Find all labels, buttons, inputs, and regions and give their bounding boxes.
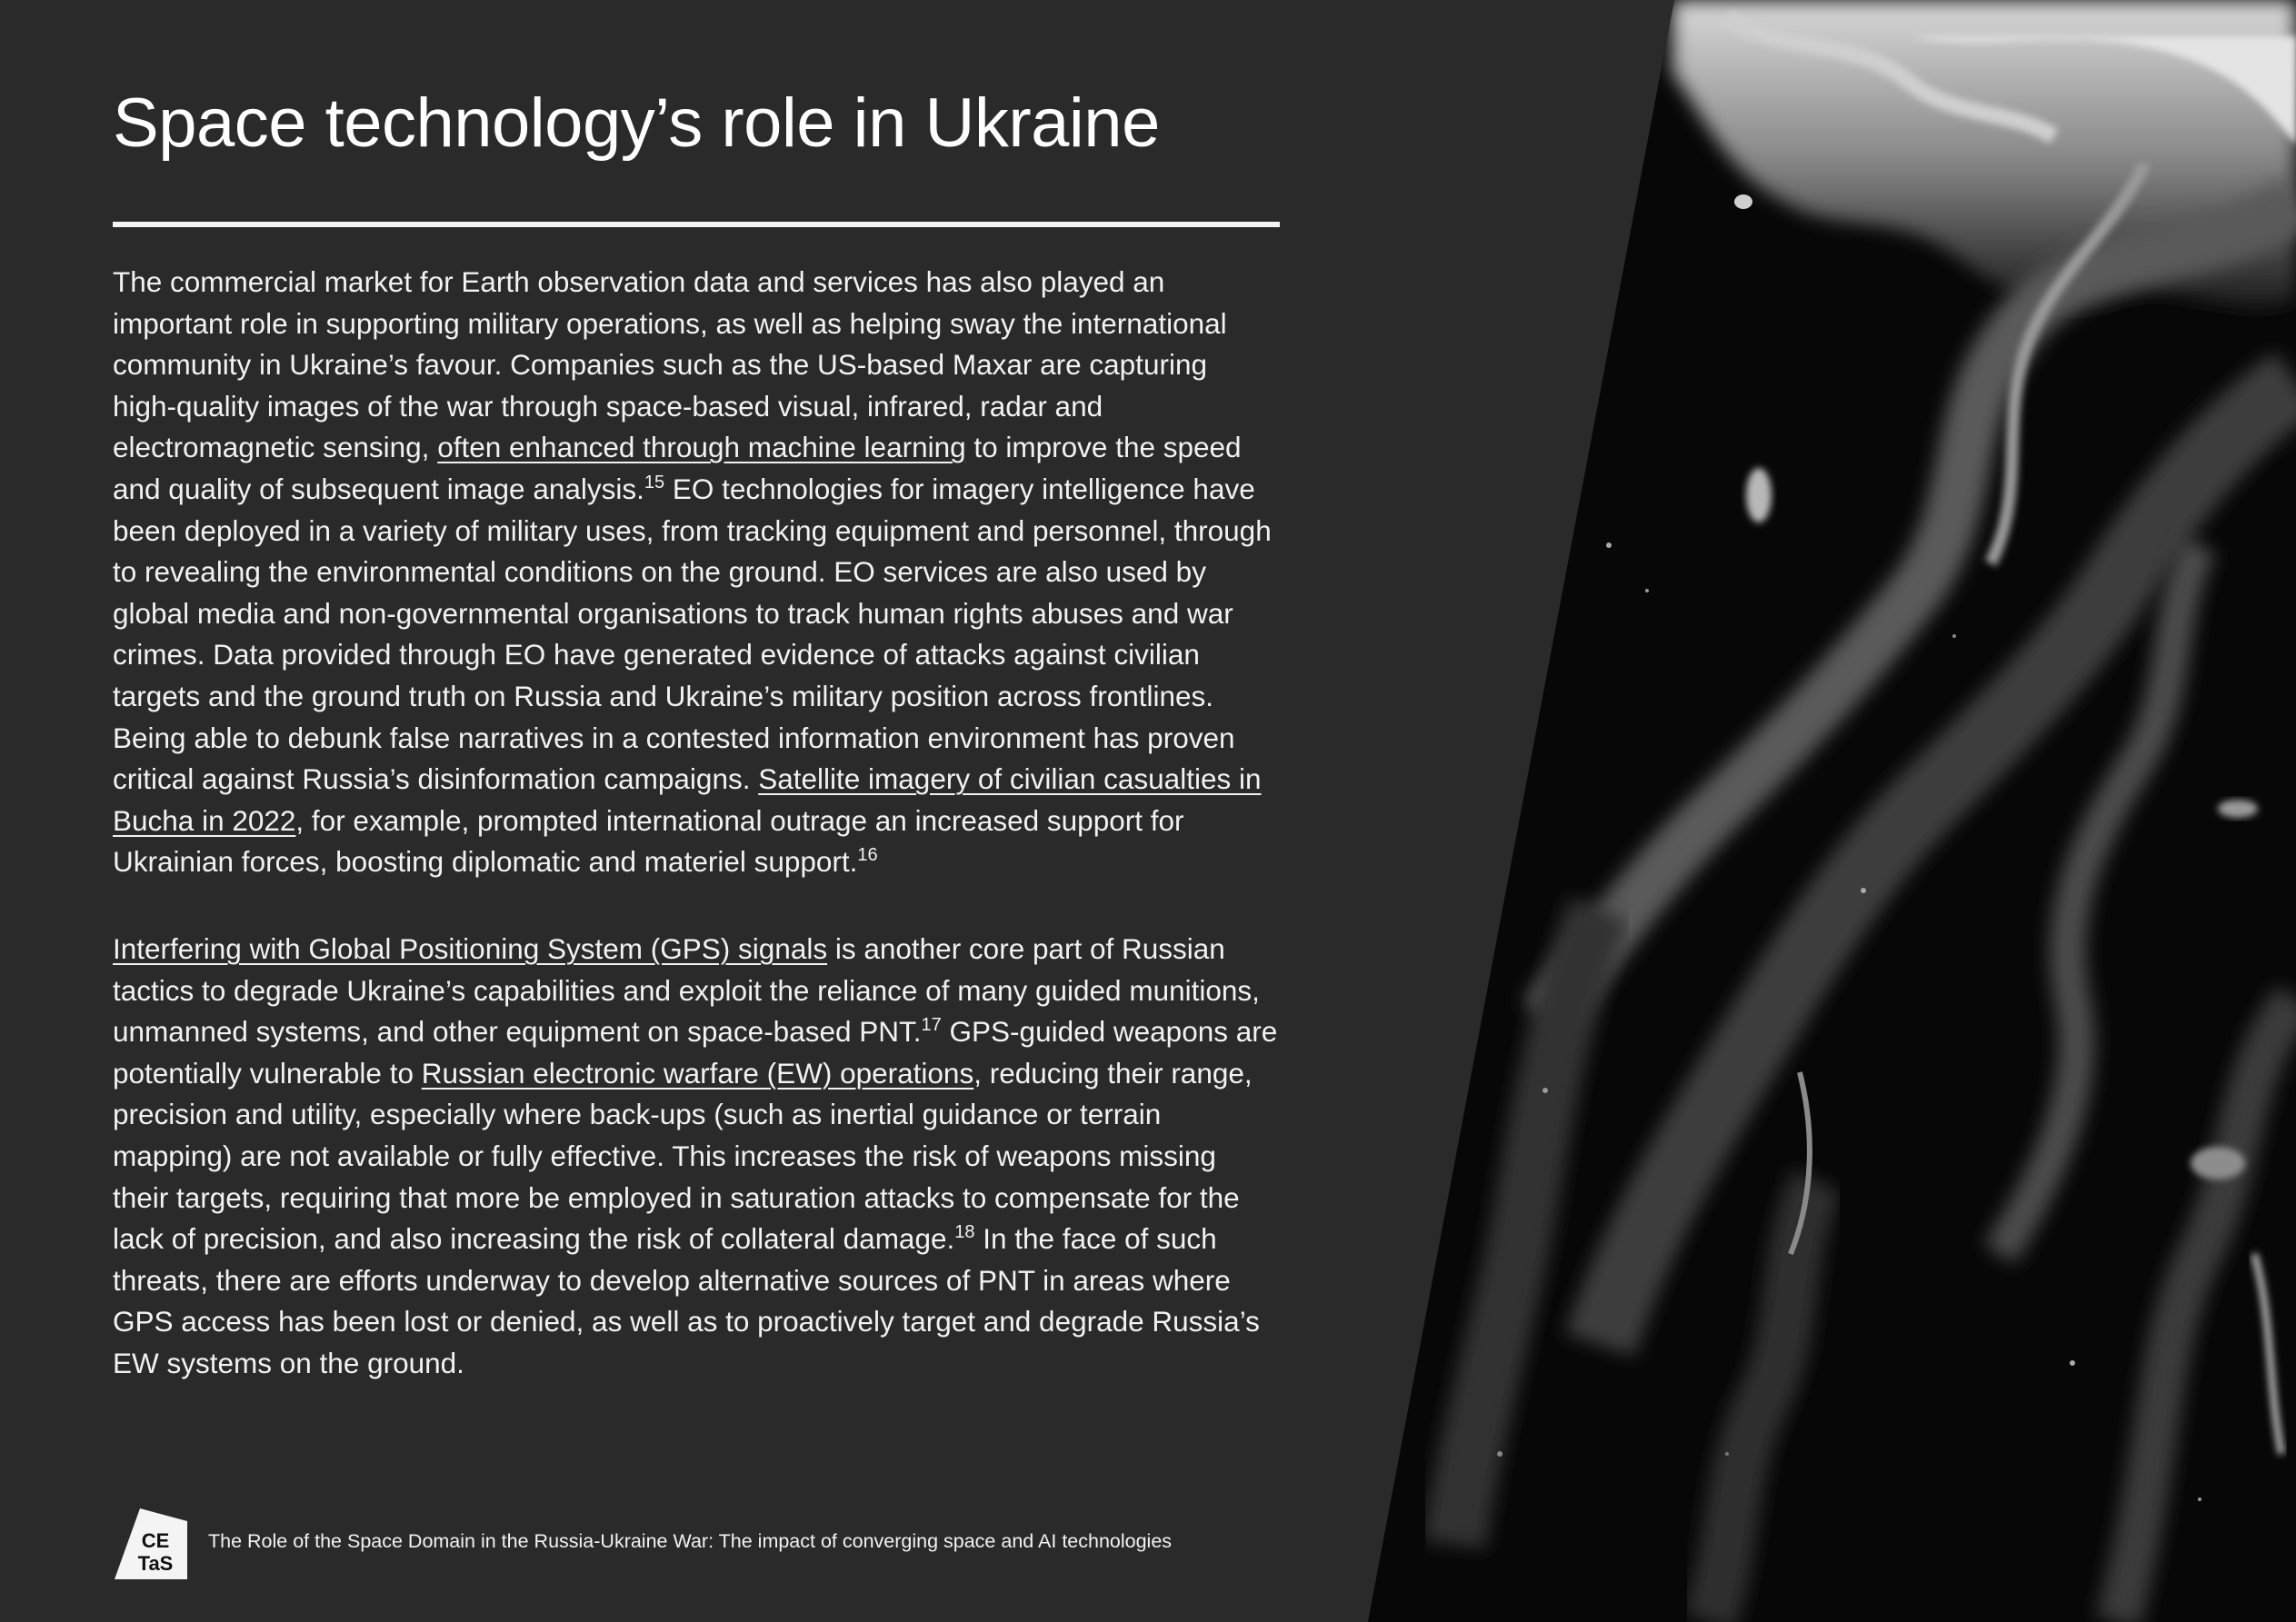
link-gps-interference[interactable]: Interfering with Global Positioning System (GPS) signals <box>113 932 828 965</box>
article-body <box>113 262 1403 1385</box>
footnote-15[interactable]: 15 <box>644 472 665 493</box>
link-russian-ew-operations[interactable]: Russian electronic warfare (EW) operations <box>421 1056 974 1090</box>
footnote-17[interactable]: 17 <box>921 1015 942 1036</box>
title-underline <box>113 222 1280 227</box>
svg-text:TaS: TaS <box>137 1552 174 1575</box>
text-segment: is another core part of Russian tactics to degrade Ukraine’s capabilities and exploit the reliance of many guided munitions, unmanned systems, and other equipment on space-based PNT. <box>113 932 1260 1049</box>
link-bucha-satellite-imagery[interactable]: Satellite imagery of civilian casualties in Bucha in 2022 <box>113 762 1262 837</box>
paragraph-earth-observation <box>113 262 1403 883</box>
link-machine-learning[interactable]: often enhanced through machine learning <box>437 431 966 464</box>
text-segment: EO technologies for imagery intelligence have been deployed in a variety of military uses, from tracking equipment and personnel, through to revealing the environmental conditions on the ground. EO services are also used by global media and non-governmental organisations to track human rights abuses and war crimes. Data provided through EO have generated evidence of attacks against civilian targets and the ground truth on Russia and Ukraine’s military position across frontlines. Being able to debunk false narratives in a contested information environment has proven critical against Russia’s disinformation campaigns. <box>113 472 1272 796</box>
text-segment: to improve the speed and quality of subsequent image analysis. <box>113 431 1242 505</box>
footer-report-title: The Role of the Space Domain in the Russia-Ukraine War: The impact of converging space and AI technologies <box>208 1530 1173 1552</box>
text-segment: The commercial market for Earth observation data and services has also played an important role in supporting military operations, as well as helping sway the international community in Ukraine’s favour. Companies such as the US-based Maxar are capturing high-quality images of the war through space-based visual, infrared, radar and electromagnetic sensing, <box>113 265 1227 464</box>
paragraph-gps-interference <box>113 929 1403 1385</box>
text-segment: , reducing their range, precision and utility, especially where back-ups (such as inertial guidance or terrain mapping) are not available or fully effective. This increases the risk of weapons missing their targets, requiring that more be employed in saturation attacks to compensate for the lack of precision, and also increasing the risk of collateral damage. <box>113 1056 1253 1256</box>
page-title: Space technology’s role in Ukraine <box>113 85 1160 162</box>
svg-text:CE: CE <box>141 1529 170 1552</box>
text-segment: In the face of such threats, there are efforts underway to develop alternative sources of PNT in areas where GPS access has been lost or denied, as well as to proactively target and degrade Russia’s EW systems on the ground. <box>113 1222 1260 1379</box>
cetas-logo <box>115 1508 187 1579</box>
text-segment: GPS-guided weapons are potentially vulnerable to <box>113 1015 1278 1090</box>
footnote-18[interactable]: 18 <box>954 1222 975 1243</box>
footnote-16[interactable]: 16 <box>857 845 878 866</box>
text-segment: , for example, prompted international outrage an increased support for Ukrainian forces, boosting diplomatic and materiel support. <box>113 803 1184 879</box>
